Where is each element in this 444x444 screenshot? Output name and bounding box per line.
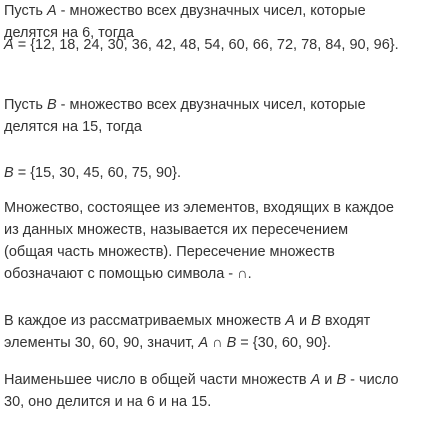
text: Пусть: [4, 3, 47, 19]
set-b-symbol: B: [46, 97, 57, 113]
set-a-symbol: A: [198, 335, 209, 351]
paragraph-conclusion: [4, 369, 399, 413]
text-line: [4, 94, 366, 116]
paragraph-intersection-definition: [4, 197, 394, 285]
text-line: [4, 332, 370, 354]
set-b-symbol: B: [4, 165, 14, 181]
text: и: [294, 313, 312, 329]
intersection-symbol: ∩: [208, 335, 227, 351]
text-line: [4, 369, 399, 391]
set-a-symbol: A: [4, 37, 14, 53]
text-line: Множество, состоящее из элементов, входящих в каждое: [4, 200, 394, 216]
text: - число: [346, 372, 399, 388]
set-b-symbol: B: [311, 313, 321, 329]
text-line: обозначают с помощью символа - ∩.: [4, 266, 252, 282]
intersection-elements: = {30, 60, 90}.: [236, 335, 332, 351]
set-a-symbol: A: [46, 3, 57, 19]
text: - множество всех двузначных чисел, которые: [56, 3, 366, 19]
set-b-symbol: B: [336, 372, 347, 388]
text-line: делятся на 15, тогда: [4, 119, 142, 135]
set-b-elements: = {15, 30, 45, 60, 75, 90}.: [13, 165, 181, 181]
text: входят: [320, 313, 371, 329]
text: и: [320, 372, 337, 388]
text-line: [4, 0, 366, 22]
text: элементы 30, 60, 90, значит,: [4, 335, 199, 351]
text-line: [4, 34, 399, 56]
text-line: (общая часть множеств). Пересечение множеств: [4, 244, 335, 260]
text: Пусть: [4, 97, 47, 113]
paragraph-intersection-result: [4, 310, 370, 354]
text: - множество всех двузначных чисел, которые: [56, 97, 366, 113]
text-line: [4, 310, 370, 332]
text-line: 30, оно делится и на 6 и на 15.: [4, 394, 212, 410]
set-a-symbol: A: [310, 372, 321, 388]
text-line: делятся на 6, тогда: [4, 25, 134, 41]
text-line: из данных множеств, называется их пересечением: [4, 222, 349, 238]
set-a-symbol: A: [285, 313, 295, 329]
text: В каждое из рассматриваемых множеств: [4, 313, 286, 329]
paragraph-set-b-value: [4, 162, 181, 184]
paragraph-set-b-definition: [4, 94, 366, 138]
text-line: [4, 162, 181, 184]
set-b-symbol: B: [226, 335, 237, 351]
set-a-elements: = {12, 18, 24, 30, 36, 42, 48, 54, 60, 66, 72, 78, 84, 90, 96}.: [13, 37, 399, 53]
text: Наименьшее число в общей части множеств: [4, 372, 311, 388]
